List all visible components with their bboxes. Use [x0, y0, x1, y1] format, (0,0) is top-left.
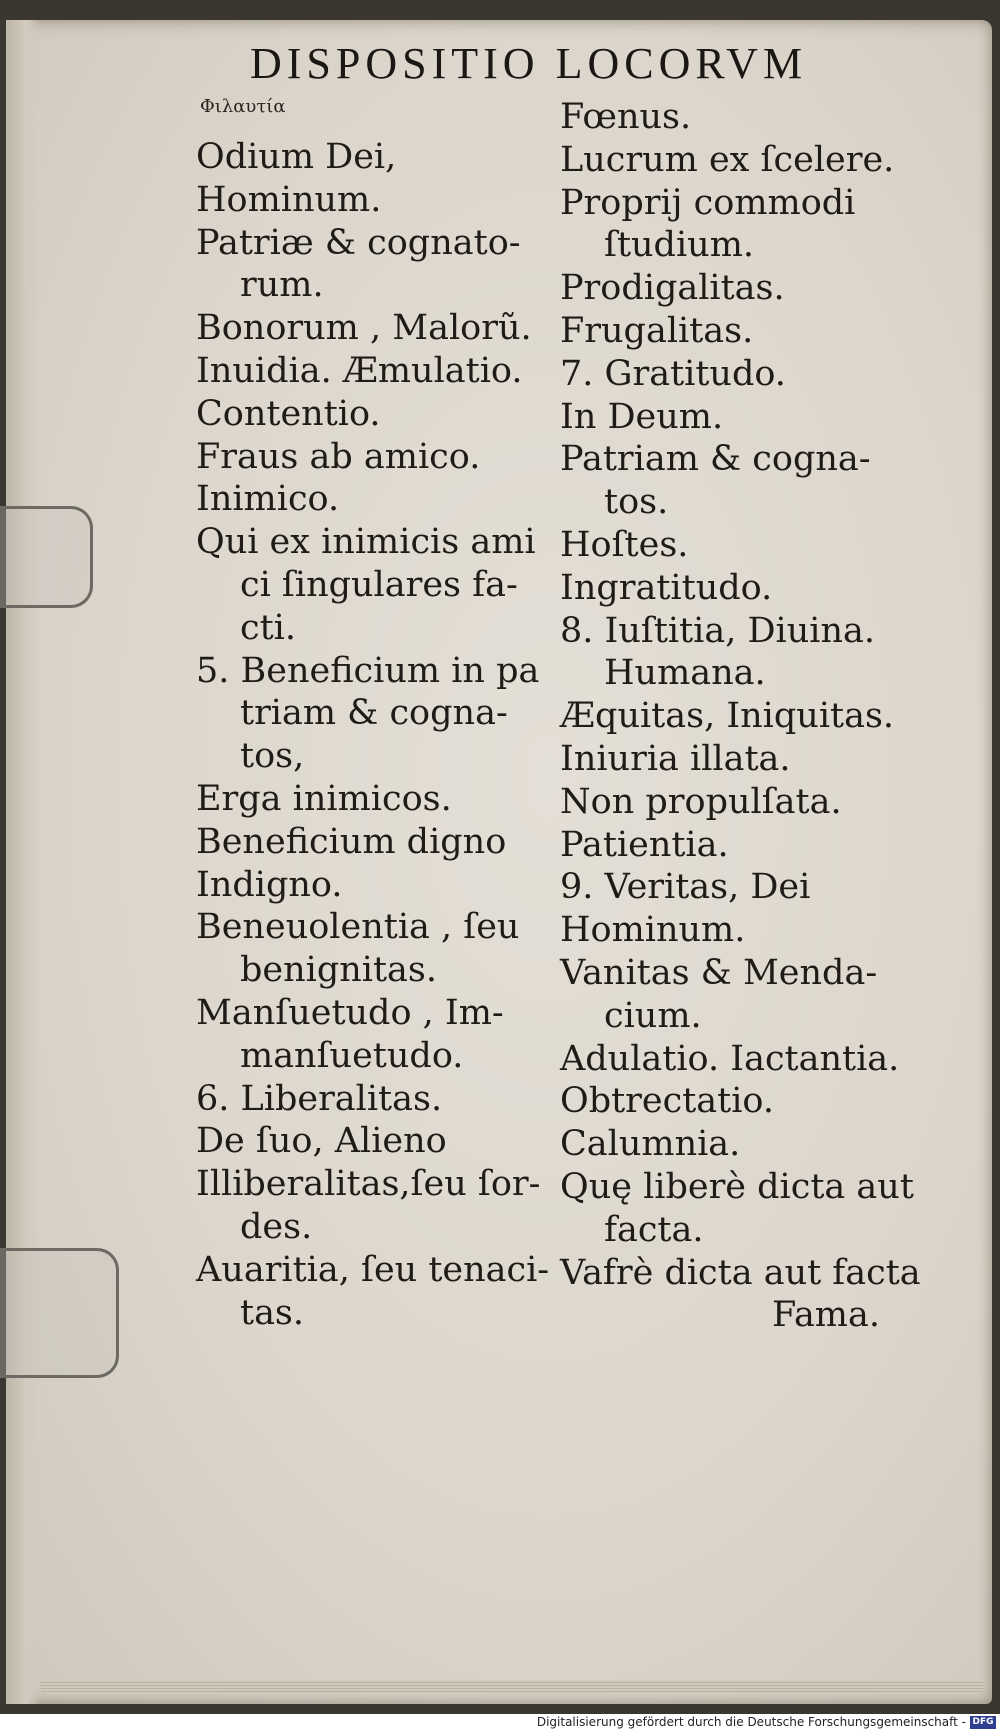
right-column-entry: Patriam & cogna-	[560, 439, 871, 480]
left-column-entry: Hominum.	[196, 179, 382, 220]
left-column-entry: Indigno.	[196, 864, 343, 905]
right-column-entry: 7. Gratitudo.	[560, 353, 786, 394]
left-column-entry: Qui ex inimicis ami	[196, 522, 536, 563]
footer-credit: Digitalisierung gefördert durch die Deutsche Forschungsgemeinschaft -	[536, 1715, 966, 1729]
left-column-entry: des.	[240, 1206, 313, 1247]
page-tab-lower	[0, 1248, 119, 1378]
left-column-entry: Beneficium digno	[196, 821, 507, 862]
right-column-entry: Fœnus.	[560, 97, 692, 137]
right-column-entry: Æquitas, Iniquitas.	[560, 696, 895, 737]
left-column-entry: De ſuo, Alieno	[196, 1121, 447, 1162]
right-column-entry: Humana.	[604, 653, 766, 694]
left-column-entry: Patriæ & cognato-	[196, 222, 521, 263]
greek-label: Φιλαυτία	[200, 96, 286, 117]
left-column-entry: ci ſingulares fa-	[240, 564, 518, 605]
left-column-entry: Erga inimicos.	[196, 778, 452, 819]
left-column-entry: Bonorum , Malorũ.	[196, 308, 532, 349]
right-column-entry: Obtrectatio.	[560, 1081, 774, 1122]
right-column-entry: Calumnia.	[560, 1124, 741, 1165]
left-column-entry: rum.	[240, 265, 324, 306]
left-column-entry: tas.	[240, 1292, 305, 1333]
right-column	[560, 96, 921, 1337]
left-column-entry: cti.	[240, 607, 296, 648]
right-column-entry: Quę liberè dicta aut	[560, 1166, 914, 1207]
left-column	[196, 136, 549, 1334]
left-column-entry: Manſuetudo , Im-	[196, 992, 504, 1033]
right-column-entry: Vanitas & Menda-	[560, 952, 878, 993]
right-column-entry: tos.	[604, 482, 669, 523]
right-column-entry: 9. Veritas, Dei	[560, 867, 811, 908]
digitization-footer	[0, 1714, 1000, 1732]
right-column-entry: facta.	[604, 1209, 704, 1250]
dfg-logo: DFG	[970, 1716, 996, 1729]
left-column-entry: Inuidia. Æmulatio.	[196, 350, 523, 391]
right-column-entry: Hominum.	[560, 910, 746, 951]
right-column-entry: Iniuria illata.	[560, 738, 791, 779]
left-column-entry: Odium Dei,	[196, 137, 397, 177]
left-column-entry: benignitas.	[240, 950, 438, 991]
left-column-entry: 6. Liberalitas.	[196, 1078, 443, 1119]
right-column-entry: Ingratitudo.	[560, 567, 773, 608]
left-column-entry: Inimico.	[196, 479, 340, 520]
right-column-entry: Prodigalitas.	[560, 268, 785, 309]
right-column-entry: Frugalitas.	[560, 310, 754, 351]
left-column-entry: Auaritia, ſeu tenaci-	[196, 1249, 550, 1290]
right-column-entry: Non propulſata.	[560, 781, 842, 822]
left-column-entry: tos,	[240, 736, 305, 777]
page-title: DISPOSITIO LOCORVM	[250, 39, 808, 88]
page-tab-upper	[0, 506, 93, 608]
right-column-entry: In Deum.	[560, 396, 724, 437]
left-column-entry: triam & cogna-	[240, 693, 508, 734]
right-column-entry: 8. Iuſtitia, Diuina.	[560, 610, 875, 651]
left-column-entry: Fraus ab amico.	[196, 436, 481, 477]
right-column-entry: Fama.	[772, 1295, 880, 1336]
left-column-entry: Illiberalitas,ſeu ſor-	[196, 1164, 541, 1205]
right-column-entry: Patientia.	[560, 824, 729, 865]
right-column-entry: Proprij commodi	[560, 182, 856, 223]
left-column-entry: Beneuolentia , ſeu	[196, 907, 520, 948]
right-column-entry: cium.	[604, 995, 702, 1036]
right-column-entry: ſtudium.	[604, 225, 755, 266]
right-column-entry: Lucrum ex ſcelere.	[560, 139, 895, 180]
right-column-entry: Adulatio. Iactantia.	[560, 1038, 900, 1079]
right-column-entry: Hoſtes.	[560, 524, 689, 565]
left-column-entry: Contentio.	[196, 393, 381, 434]
page-gutter-shadow	[6, 20, 40, 1704]
left-column-entry: 5. Beneficium in pa	[196, 650, 540, 691]
right-column-entry: Vafrè dicta aut facta	[560, 1252, 921, 1293]
page-edges	[40, 1680, 985, 1694]
left-column-entry: manſuetudo.	[240, 1035, 464, 1076]
